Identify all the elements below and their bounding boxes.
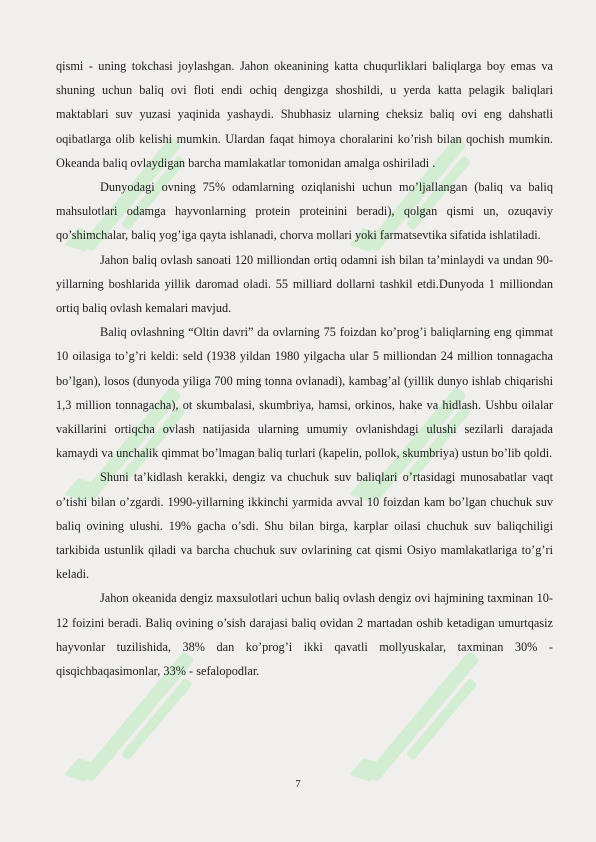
paragraph-fishing-industry: Jahon baliq ovlash sanoati 120 milliondan ortiq odamni ish bilan ta’minlaydi va undan 90-yillarning boshlarida yillik daromad oladi. 55 milliard dollarni tashkil etdi.Dunyoda 1 milliondan ortiq baliq ovlash kemalari mavjud. [56,252,553,316]
page-number: 7 [295,778,301,790]
paragraph-freshwater-share: Shuni ta’kidlash kerakki, dengiz va chuchuk suv baliqlari o’rtasidagi munosabatlar vaqt o’tishi bilan o’zgardi. 1990-yillarning ikkinchi yarmida avval 10 foizdan kam bo’lgan chuchuk suv baliq ovining ulushi. 19% gacha o’sdi. Shu bilan birga, karplar oilasi chuchuk suv baliqchiligi tarkibida ustunlik qiladi va barcha chuchuk suv ovlarining cat qismi Osiyo mamlakatlariga to’g’ri keladi. [56,470,553,582]
paragraph-fish-consumption: Dunyodagi ovning 75% odamlarning oziqlanishi uchun mo’ljallangan (baliq va baliq mahsulotlari odamga hayvonlarning protein proteinini beradi), qolgan qismi un, ozuqaviy qo’shimchalar, baliq yog’iga qayta ishlanadi, chorva mollari yoki farmatsevtika sifatida ishlatiladi. [56,180,553,243]
paragraph-seafood: Jahon okeanida dengiz maxsulotlari uchun baliq ovlash dengiz ovi hajmining taxminan 10-12 foizini beradi. Baliq ovining o’sish darajasi baliq ovidan 2 martadan oshib ketadigan umurtqasiz hayvonlar tuzilishida, 38% dan ko’prog’i ikki qavatli mollyuskalar, taxminan 30% - qisqichbaqasimonlar, 33% - sefalopodlar. [56,591,553,679]
paragraph-continuation: qismi - uning tokchasi joylashgan. Jahon okeanining katta chuqurliklari baliqlarga boy emas va shuning uchun baliq ovi floti endi ochiq dengizga shoshildi, u yerda katta pelagik baliqlari maktablari suv yuzasi yaqinida yashaydi. Shubhasiz ularning cheksiz baliq ovi eng dahshatli oqibatlarga olib kelishi mumkin. Ulardan faqat himoya choralarini ko’rish bilan qochish mumkin. Okeanda baliq ovlaydigan barcha mamlakatlar tomonidan amalga oshiriladi . [56,59,553,170]
page-body [56,54,553,683]
paragraph-golden-age: Baliq ovlashning “Oltin davri” da ovlarning 75 foizdan ko’prog’i baliqlarning eng qimmat 10 oilasiga to’g’ri keldi: seld (1938 yildan 1980 yilgacha ular 5 milliondan 24 million tonnagacha bo’lgan), losos (dunyoda yiliga 700 ming tonna ovlanadi), kambag’al (yillik dunyo ishlab chiqarishi 1,3 million tonnagacha), ot skumbalasi, skumbriya, hamsi, orkinos, hake va hidlash. Ushbu oilalar vakillarini ortiqcha ovlash natijasida ularning umumiy ovlanishdagi ulushi sezilarli darajada kamaydi va unchalik qimmat bo’lmagan baliq turlari (kapelin, pollok, skumbriya) ustun bo’lib qoldi. [56,325,553,461]
